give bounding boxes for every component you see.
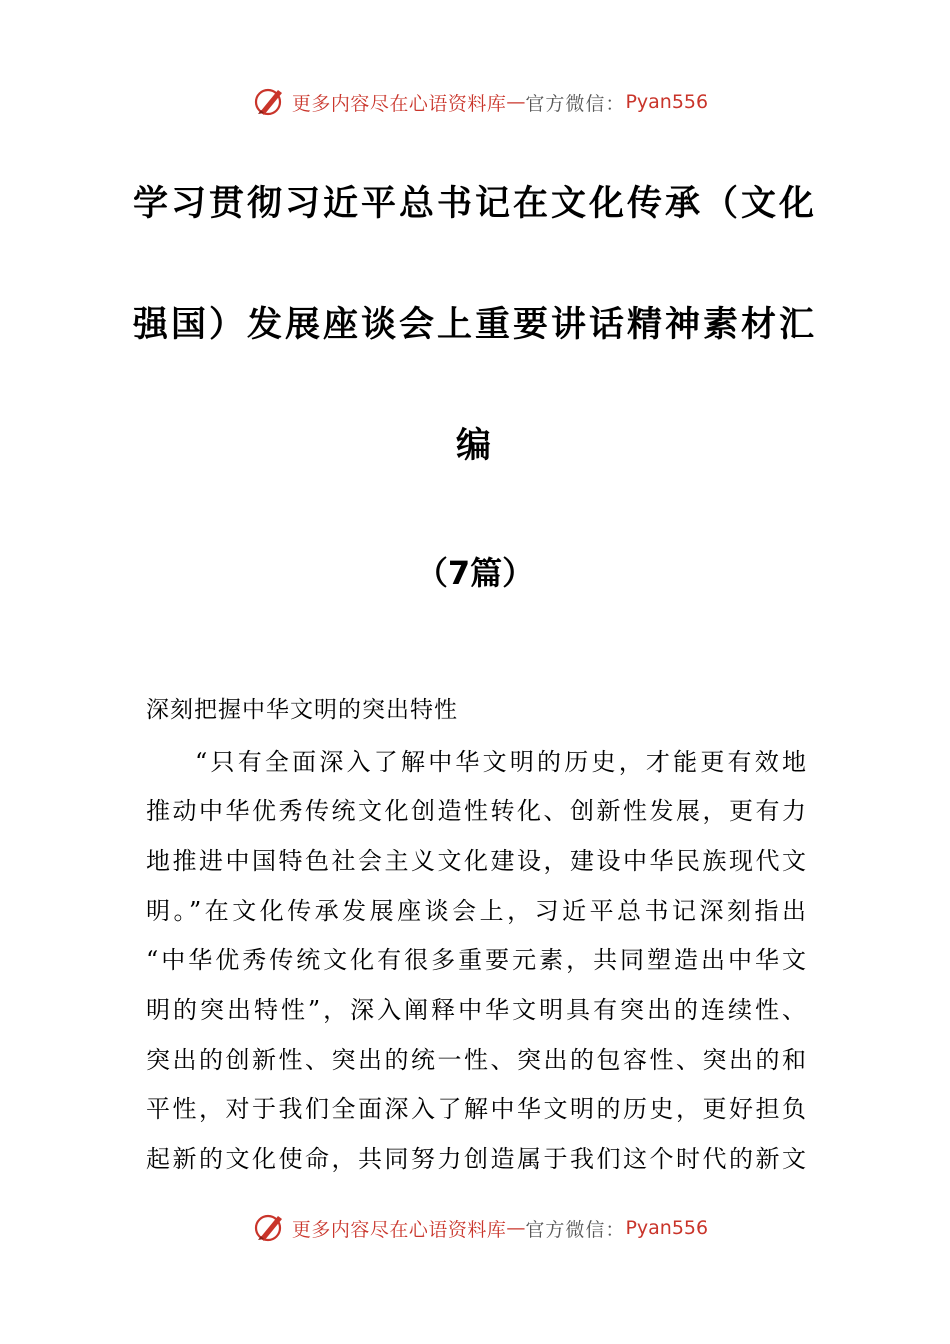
paragraph-line: 推动中华优秀传统文化创造性转化、创新性发展，更有力: [146, 797, 806, 825]
paragraph-line: 平性，对于我们全面深入了解中华文明的历史，更好担负: [146, 1095, 806, 1123]
header-watermark: [0, 82, 950, 122]
document-subtitle: （7篇）: [415, 554, 535, 592]
paragraph-line: 突出的创新性、突出的统一性、突出的包容性、突出的和: [146, 1046, 806, 1074]
watermark-wechat-id: Pyan556: [625, 1217, 709, 1239]
paragraph-line: 地推进中国特色社会主义文化建设，建设中华民族现代文: [146, 847, 806, 875]
header-watermark-content: [252, 84, 708, 120]
paragraph-line: 明的突出特性”，深入阐释中华文明具有突出的连续性、: [146, 996, 806, 1024]
section-heading: 深刻把握中华文明的突出特性: [146, 697, 458, 723]
footer-watermark: [0, 1208, 950, 1248]
watermark-wechat-label: 官方微信：: [525, 92, 626, 115]
watermark-text: 更多内容尽在心语资料库: [291, 1218, 507, 1241]
document-title-line-1: 学习贯彻习近平总书记在文化传承（文化: [132, 184, 817, 224]
paragraph-line: 明。”在文化传承发展座谈会上，习近平总书记深刻指出: [146, 897, 806, 925]
watermark-separator: —: [506, 1217, 526, 1239]
pen-logo-icon: [252, 1210, 288, 1246]
watermark-wechat-label: 官方微信：: [525, 1218, 626, 1241]
watermark-separator: —: [506, 91, 526, 113]
pen-logo-icon: [252, 84, 288, 120]
document-title-line-3: 编: [455, 426, 494, 466]
document-title-line-2: 强国）发展座谈会上重要讲话精神素材汇: [132, 305, 817, 345]
footer-watermark-content: [252, 1210, 708, 1246]
paragraph-line: “只有全面深入了解中华文明的历史，才能更有效地: [195, 748, 806, 776]
watermark-wechat-id: Pyan556: [625, 91, 709, 113]
paragraph-line: “中华优秀传统文化有很多重要元素，共同塑造出中华文: [146, 946, 806, 974]
watermark-text: 更多内容尽在心语资料库: [291, 92, 507, 115]
paragraph-line: 起新的文化使命，共同努力创造属于我们这个时代的新文: [146, 1145, 806, 1173]
